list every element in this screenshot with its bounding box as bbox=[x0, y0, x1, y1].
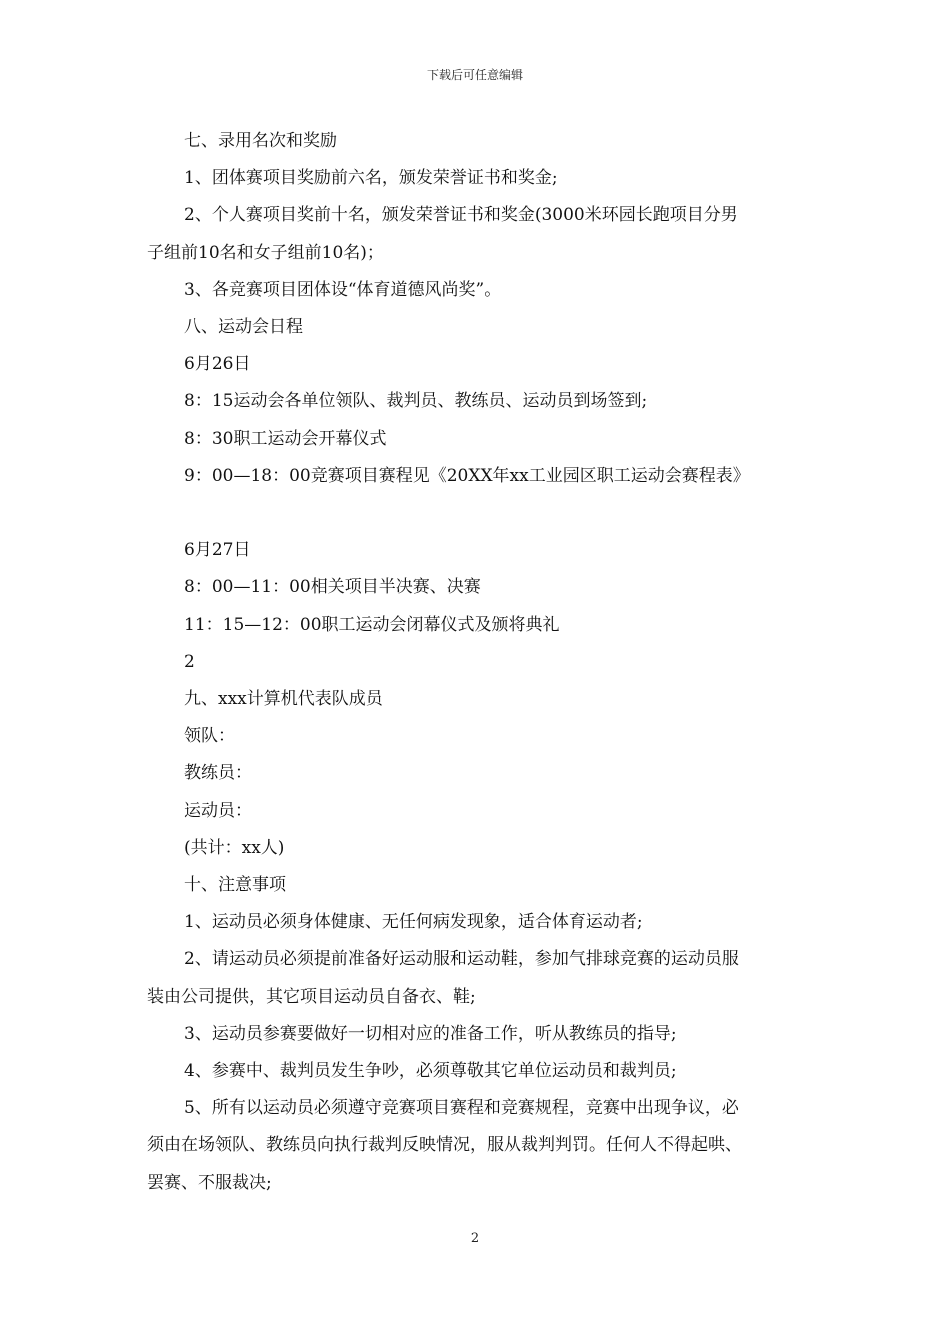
paragraph-line: 子组前10名和女子组前10名)； bbox=[147, 242, 384, 263]
page-header: 下载后可任意编辑 bbox=[426, 68, 523, 82]
schedule-item: 9：00—18：00竞赛项目赛程见《20XX年xx工业园区职工运动会赛程表》 bbox=[184, 465, 750, 486]
schedule-item: 8：00—11：00相关项目半决赛、决赛 bbox=[184, 577, 481, 598]
section-heading-awards: 七、录用名次和奖励 bbox=[184, 131, 337, 151]
paragraph-line: 1、团体赛项目奖励前六名，颁发荣誉证书和奖金; bbox=[184, 168, 558, 189]
paragraph-line: 1、运动员必须身体健康、无任何病发现象，适合体育运动者; bbox=[184, 912, 643, 933]
stray-page-number: 2 bbox=[184, 651, 195, 672]
team-total: (共计：xx人) bbox=[184, 837, 285, 858]
section-heading-schedule: 八、运动会日程 bbox=[184, 317, 303, 338]
paragraph-line: 3、各竞赛项目团体设“体育道德风尚奖”。 bbox=[184, 279, 502, 300]
paragraph-line: 5、所有以运动员必须遵守竞赛项目赛程和竞赛规程，竞赛中出现争议，必 bbox=[184, 1098, 739, 1119]
page-number: 2 bbox=[470, 1231, 480, 1246]
paragraph-line: 装由公司提供，其它项目运动员自备衣、鞋; bbox=[147, 986, 476, 1007]
section-heading-team: 九、xxx计算机代表队成员 bbox=[184, 689, 383, 710]
team-role: 教练员： bbox=[184, 763, 252, 784]
schedule-date: 6月26日 bbox=[184, 354, 251, 375]
team-role: 运动员： bbox=[184, 800, 252, 821]
document-body bbox=[147, 123, 807, 1202]
schedule-item: 8：15运动会各单位领队、裁判员、教练员、运动员到场签到; bbox=[184, 391, 648, 412]
schedule-item: 8：30职工运动会开幕仪式 bbox=[184, 428, 387, 449]
schedule-item: 11：15—12：00职工运动会闭幕仪式及颁将典礼 bbox=[184, 614, 560, 635]
team-role: 领队： bbox=[184, 726, 235, 747]
paragraph-line: 4、参赛中、裁判员发生争吵，必须尊敬其它单位运动员和裁判员; bbox=[184, 1061, 677, 1082]
blank-line bbox=[147, 495, 807, 532]
paragraph-line: 2、请运动员必须提前准备好运动服和运动鞋，参加气排球竞赛的运动员服 bbox=[184, 949, 739, 970]
paragraph-line: 罢赛、不服裁决; bbox=[147, 1172, 272, 1193]
paragraph-line: 3、运动员参赛要做好一切相对应的准备工作，听从教练员的指导; bbox=[184, 1023, 677, 1044]
paragraph-line: 2、个人赛项目奖前十名，颁发荣誉证书和奖金(3000米环园长跑项目分男 bbox=[184, 205, 738, 226]
paragraph-line: 须由在场领队、教练员向执行裁判反映情况，服从裁判判罚。任何人不得起哄、 bbox=[147, 1135, 742, 1156]
schedule-date: 6月27日 bbox=[184, 540, 251, 561]
section-heading-notes: 十、注意事项 bbox=[184, 875, 286, 896]
